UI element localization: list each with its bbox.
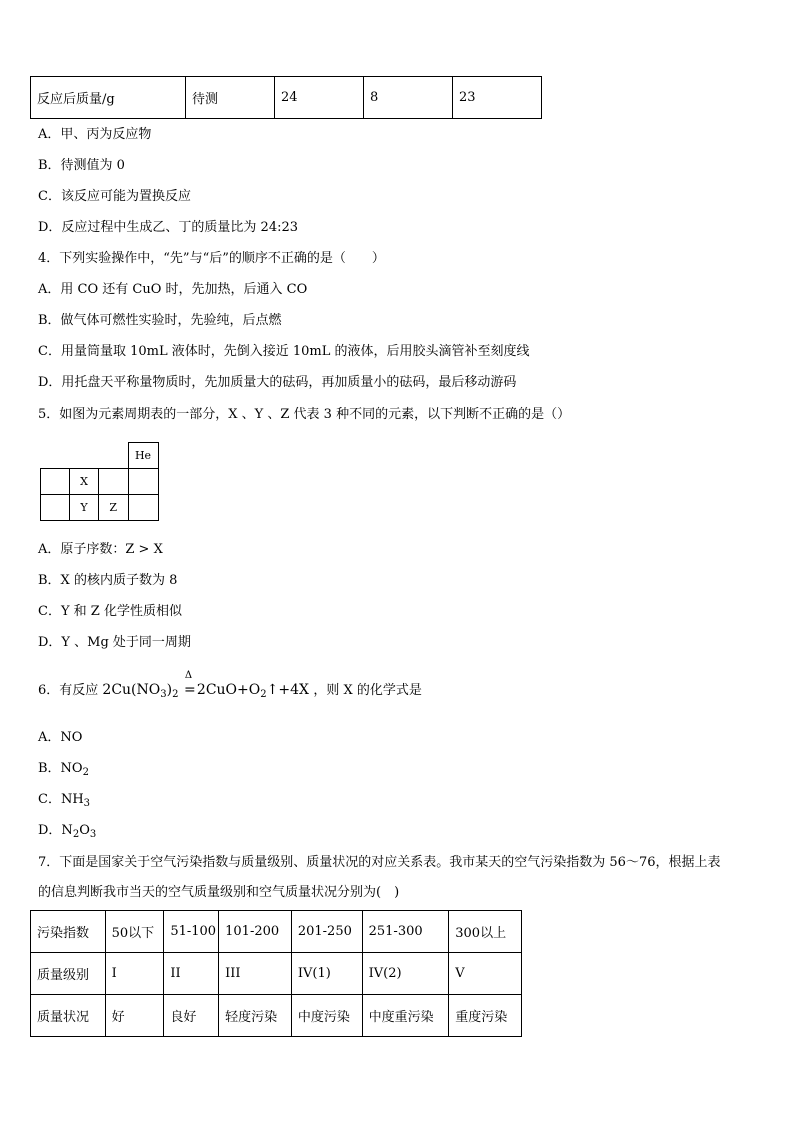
q4-stem: 4．下列实验操作中，“先”与“后”的顺序不正确的是（ ） <box>38 251 385 266</box>
table-cell: 51-100 <box>164 911 219 953</box>
heating-equals-sign: Δ = <box>183 678 197 702</box>
element-empty <box>41 495 70 521</box>
reaction-equation <box>102 670 313 700</box>
q6-option-a: A．NO <box>38 730 83 745</box>
top-table <box>30 76 542 119</box>
table-row <box>31 77 542 119</box>
table-cell: 轻度污染 <box>219 995 292 1037</box>
q4-option-c: C．用量筒量取 10mL 液体时，先倒入接近 10mL 的液体，后用胶头滴管补至刻度线 <box>38 344 530 359</box>
element-empty <box>99 469 129 495</box>
periodic-table-fragment <box>40 442 159 521</box>
q3-option-c: C．该反应可能为置换反应 <box>38 189 191 204</box>
element-empty <box>128 495 158 521</box>
table-cell: 300以上 <box>449 911 522 953</box>
q5-option-c: C．Y 和 Z 化学性质相似 <box>38 604 182 619</box>
eq-close: ) <box>166 682 173 698</box>
table-cell: I <box>105 953 164 995</box>
table-cell: 24 <box>275 77 364 119</box>
eq-tail: +4X <box>278 682 309 698</box>
element-empty <box>41 469 70 495</box>
table-cell: 中度污染 <box>291 995 362 1037</box>
table-cell: 重度污染 <box>449 995 522 1037</box>
q7-stem-line1: 7．下面是国家关于空气污染指数与质量级别、质量状况的对应关系表。我市某天的空气污染指数为 56～76，根据上表 <box>38 855 721 870</box>
table-cell: 质量级别 <box>31 953 106 995</box>
q4-option-d: D．用托盘天平称量物质时，先加质量大的砝码，再加质量小的砝码，最后移动游码 <box>38 375 517 390</box>
table-cell: 101-200 <box>219 911 292 953</box>
eq-right: 2CuO+O <box>196 682 261 698</box>
table-cell: 质量状况 <box>31 995 106 1037</box>
table-cell: 50以下 <box>105 911 164 953</box>
table-cell: V <box>449 953 522 995</box>
q5-stem: 5．如图为元素周期表的一部分，X 、Y 、Z 代表 3 种不同的元素，以下判断不正确的是（） <box>38 407 571 422</box>
q6-suffix: ，则 X 的化学式是 <box>313 683 422 698</box>
gas-arrow-icon: ↑ <box>266 682 279 698</box>
eq-sub: 2 <box>260 689 267 700</box>
q6-prefix: 6．有反应 <box>38 683 103 698</box>
eq-left: 2Cu(NO <box>102 682 161 698</box>
q3-option-d: D．反应过程中生成乙、丁的质量比为 24:23 <box>38 220 299 235</box>
table-cell: III <box>219 953 292 995</box>
q3-option-a: A．甲、丙为反应物 <box>38 127 152 142</box>
q3-option-b: B．待测值为 0 <box>38 158 125 173</box>
heat-condition: Δ <box>184 670 193 681</box>
q6-option-d: D．$N_2O_3$ <box>38 823 97 840</box>
table-row <box>31 995 522 1037</box>
air-quality-table <box>30 910 522 1037</box>
table-cell: 待测 <box>186 77 275 119</box>
q6-option-b: B．$NO_2$ <box>38 761 89 778</box>
table-cell: 中度重污染 <box>362 995 449 1037</box>
table-cell: 23 <box>453 77 542 119</box>
table-cell: 反应后质量/g <box>31 77 186 119</box>
table-cell: 良好 <box>164 995 219 1037</box>
table-cell: 好 <box>105 995 164 1037</box>
element-he: He <box>128 443 158 469</box>
element-y: Y <box>70 495 99 521</box>
q7-stem-line2: 的信息判断我市当天的空气质量级别和空气质量状况分别为( ) <box>38 885 400 900</box>
q5-option-d: D．Y 、Mg 处于同一周期 <box>38 635 191 650</box>
element-empty <box>128 469 158 495</box>
q6-option-c: C．$NH_3$ <box>38 792 91 809</box>
q6-stem <box>38 670 422 707</box>
table-cell: IV(2) <box>362 953 449 995</box>
table-cell: 污染指数 <box>31 911 106 953</box>
element-x: X <box>70 469 99 495</box>
q5-option-a: A．原子序数：Z > X <box>38 542 163 557</box>
table-cell: II <box>164 953 219 995</box>
eq-sub: 3 <box>160 689 167 700</box>
table-cell: 201-250 <box>291 911 362 953</box>
table-cell: 8 <box>364 77 453 119</box>
table-cell: 251-300 <box>362 911 449 953</box>
table-row <box>31 911 522 953</box>
q4-option-b: B．做气体可燃性实验时，先验纯，后点燃 <box>38 313 282 328</box>
table-row <box>31 953 522 995</box>
table-cell: IV(1) <box>291 953 362 995</box>
element-z: Z <box>99 495 129 521</box>
eq-sub: 2 <box>172 689 179 700</box>
q5-option-b: B．X 的核内质子数为 8 <box>38 573 178 588</box>
q4-option-a: A．用 CO 还有 CuO 时，先加热，后通入 CO <box>38 282 308 297</box>
